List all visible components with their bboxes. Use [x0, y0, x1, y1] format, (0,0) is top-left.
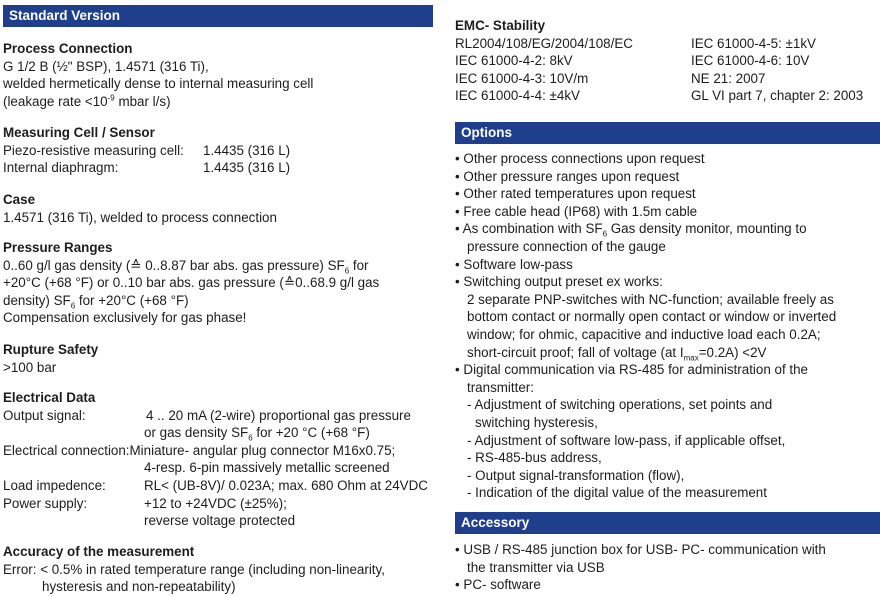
accessory-header: Accessory: [455, 512, 880, 534]
list-item-continuation: pressure connection of the gauge: [467, 238, 666, 254]
rupture-safety-value: >100 bar: [3, 359, 57, 375]
emc-section: [455, 17, 880, 105]
spec-row: Output signal: 4 .. 20 mA (2-wire) proportional gas pressure: [3, 407, 411, 423]
list-item-continuation: switching hysteresis,: [475, 414, 598, 430]
accuracy-line: Error: < 0.5% in rated temperature range (including non-linearity,: [3, 561, 385, 577]
list-item-continuation: 2 separate PNP-switches with NC-function; available freely as: [467, 291, 834, 307]
pressure-line: Compensation exclusively for gas phase!: [3, 310, 247, 326]
case-section: [3, 191, 433, 226]
spec-row: or gas density $SF_6$ for +20 °C (+68 °F): [144, 425, 370, 443]
list-item-continuation: window; for ohmic, capacitive and inductive load each 0.2A;: [467, 326, 821, 342]
spec-row: 4-resp. 6-pin massively metallic screened: [144, 460, 390, 476]
emc-cell: IEC 61000-4-5: ±1kV: [691, 35, 816, 51]
list-item: • Other rated temperatures upon request: [455, 186, 696, 202]
pressure-line: density) $SF_6$ for +20°C (+68 °F): [3, 292, 189, 311]
sub-list-item: - Output signal-transformation (flow),: [467, 467, 685, 483]
list-item-continuation: the transmitter via USB: [467, 559, 605, 575]
list-item: • USB / RS-485 junction box for USB- PC- communication with: [455, 542, 826, 557]
case-text: 1.4571 (316 Ti), welded to process connection: [3, 209, 277, 225]
emc-title: EMC- Stability: [455, 18, 546, 33]
emc-cell: IEC 61000-4-3: 10V/m: [455, 70, 589, 86]
spec-row: reverse voltage protected: [144, 513, 296, 529]
list-item-continuation: short-circuit proof; fall of voltage (at $I_{max}=0.2A) <2V$: [467, 344, 767, 363]
case-title: Case: [3, 192, 36, 207]
sub-list-item: - RS-485-bus address,: [467, 450, 602, 466]
list-item: • Digital communication via RS-485 for administration of the: [455, 362, 809, 378]
rupture-safety-title: Rupture Safety: [3, 342, 99, 357]
options-list: [455, 150, 880, 502]
spec-row: Power supply: +12 to +24VDC (±25%);: [3, 495, 287, 511]
process-connection-line: welded hermetically dense to internal measuring cell: [3, 76, 314, 92]
list-item: • Other pressure ranges upon request: [455, 168, 680, 184]
emc-cell: IEC 61000-4-6: 10V: [691, 53, 810, 69]
standard-version-header: Standard Version: [3, 5, 433, 27]
emc-table: [455, 35, 880, 105]
process-connection-title: Process Connection: [3, 41, 133, 56]
pressure-ranges-title: Pressure Ranges: [3, 240, 113, 255]
list-item: • Switching output preset ex works:: [455, 274, 663, 290]
options-header: Options: [455, 122, 880, 144]
leakage-rate: (leakage rate $<10^{-9}$ mbar l/s): [3, 93, 171, 109]
sub-list-item: - Adjustment of software low-pass, if applicable offset,: [467, 432, 786, 448]
pressure-line: 0..60 g/l gas density (≙ 0..8.87 bar abs. gas pressure) $SF_6$ for: [3, 257, 369, 276]
sub-list-item: - Adjustment of switching operations, set points and: [467, 397, 773, 413]
spec-row: Load impedence: RL< (UB-8V)/ 0.023A; max. 680 Ohm at 24VDC: [3, 477, 428, 493]
list-item-continuation: bottom contact or normally open contact or window or inverted: [467, 309, 837, 325]
measuring-cell-section: [3, 124, 433, 177]
emc-cell: IEC 61000-4-4: ±4kV: [455, 88, 580, 104]
electrical-data-section: [3, 389, 433, 530]
list-item: • Software low-pass: [455, 256, 573, 272]
emc-cell: GL VI part 7, chapter 2: 2003: [691, 88, 864, 104]
emc-cell: NE 21: 2007: [691, 70, 766, 86]
list-item: • PC- software: [455, 577, 541, 593]
emc-cell: RL2004/108/EG/2004/108/EC: [455, 35, 633, 51]
rupture-safety-section: [3, 341, 433, 376]
spec-row: Piezo-resistive measuring cell: 1.4435 (316 L): [3, 142, 291, 158]
list-item: • Other process connections upon request: [455, 151, 705, 166]
pressure-line: +20°C (+68 °F) or 0..10 bar abs. gas pressure (≙0..68.9 g/l gas: [3, 275, 380, 291]
measuring-cell-title: Measuring Cell / Sensor: [3, 125, 155, 140]
list-item: • Free cable head (IP68) with 1.5m cable: [455, 203, 698, 219]
electrical-data-title: Electrical Data: [3, 390, 96, 405]
accessory-list: [455, 541, 880, 594]
pressure-ranges-section: [3, 239, 433, 327]
spec-row: Internal diaphragm: 1.4435 (316 L): [3, 160, 291, 176]
accuracy-title: Accuracy of the measurement: [3, 544, 195, 559]
list-item: • As combination with $SF_6$ Gas density monitor, mounting to: [455, 221, 807, 240]
emc-cell: IEC 61000-4-2: 8kV: [455, 53, 573, 69]
list-item-continuation: transmitter:: [467, 379, 534, 395]
sub-list-item: - Indication of the digital value of the measurement: [467, 485, 767, 501]
process-connection-line: G 1/2 B (½" BSP), 1.4571 (316 Ti),: [3, 58, 209, 74]
process-connection-section: [3, 40, 433, 110]
spec-row: Electrical connection: Miniature- angular plug connector M16x0.75;: [3, 442, 396, 458]
accuracy-line: hysteresis and non-repeatability): [42, 579, 236, 595]
accuracy-section: [3, 543, 433, 596]
